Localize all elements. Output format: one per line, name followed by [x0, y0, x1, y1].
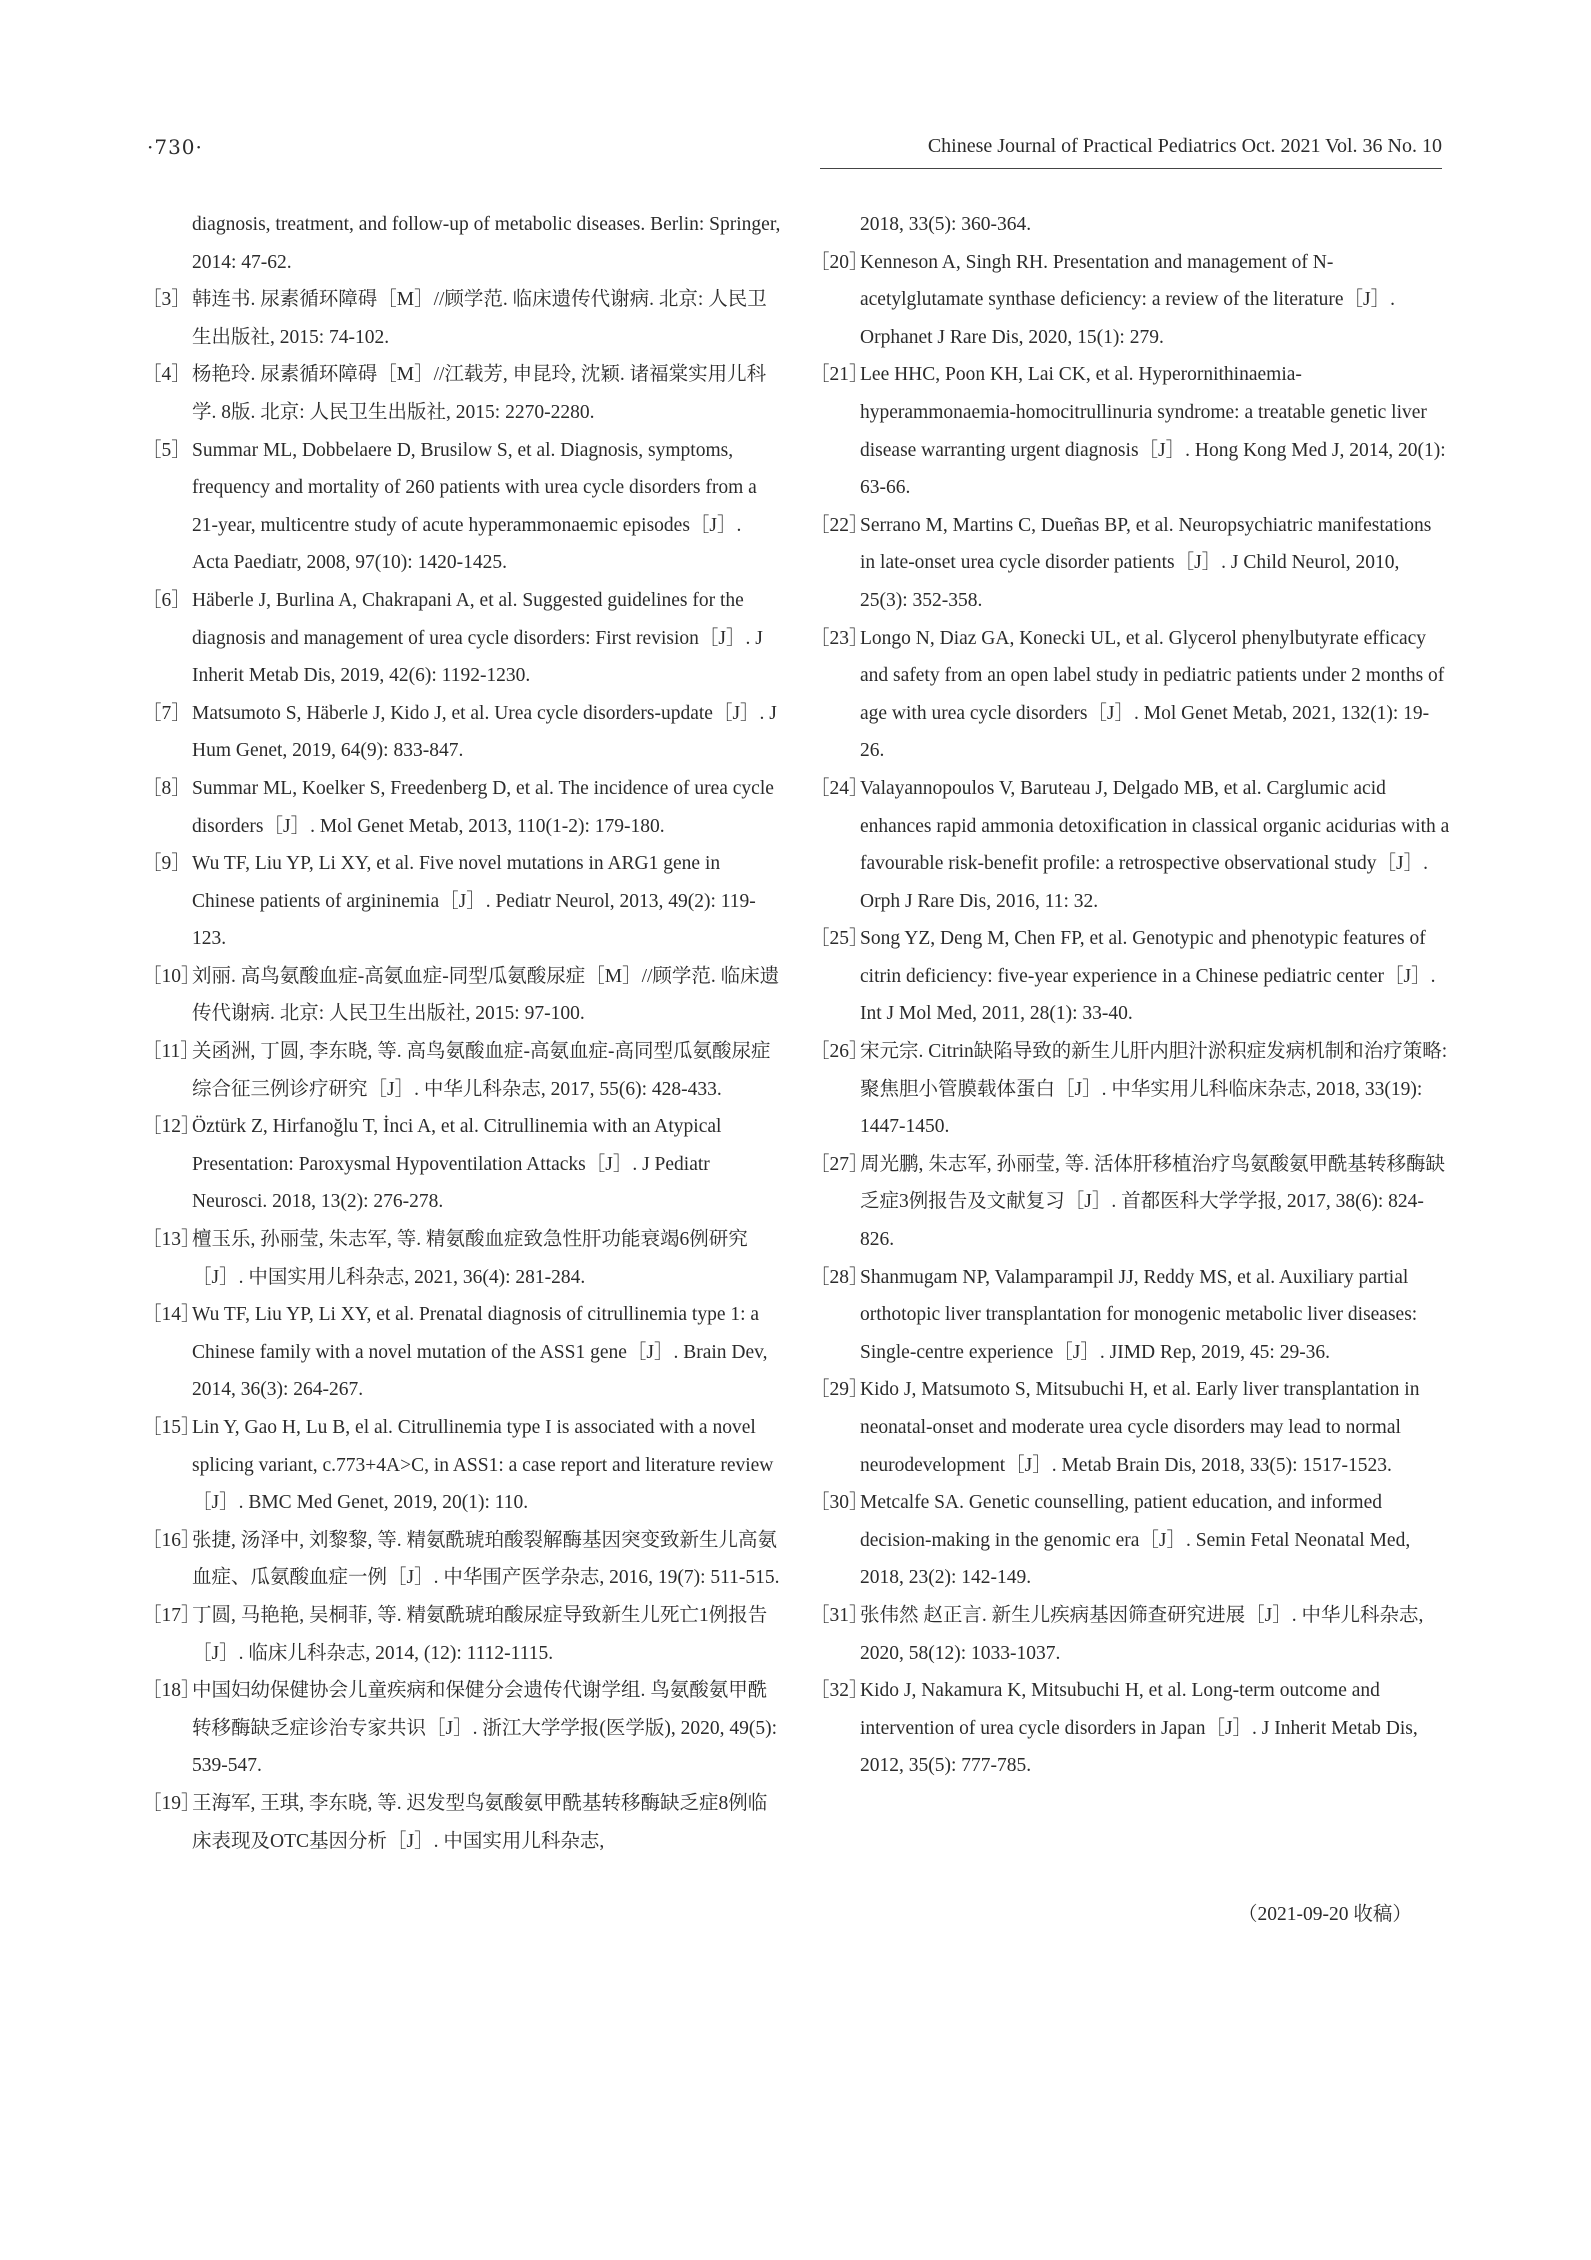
reference-item — [810, 770, 1450, 920]
reference-item — [142, 1409, 782, 1522]
reference-number: ［12］ — [142, 1116, 201, 1138]
reference-item — [142, 281, 782, 356]
reference-item — [810, 1259, 1450, 1372]
reference-number: ［21］ — [810, 364, 869, 386]
reference-text: Lin Y, Gao H, Lu B, el al. Citrullinemia type I is associated with a novel splicing variant, c.773+4A>C, in ASS1: a case report and literature review［J］. BMC Med Genet, 2019, 20(1): 110. — [192, 1417, 774, 1514]
reference-number: ［32］ — [810, 1680, 869, 1702]
reference-item — [142, 1522, 782, 1597]
reference-text: Häberle J, Burlina A, Chakrapani A, et al. Suggested guidelines for the diagnosis and management of urea cycle disorders: First revision［J］. J Inherit Metab Dis, 2019, 42(6): 1192-1230. — [192, 589, 763, 687]
reference-text: Wu TF, Liu YP, Li XY, et al. Prenatal diagnosis of citrullinemia type 1: a Chinese family with a novel mutation of the ASS1 gene［J］. Brain Dev, 2014, 36(3): 264-267. — [192, 1304, 768, 1401]
reference-number: ［24］ — [810, 777, 869, 799]
reference-number: ［20］ — [810, 251, 869, 273]
reference-item — [810, 1597, 1450, 1672]
reference-number: ［18］ — [142, 1680, 201, 1702]
reference-text: 周光鹏, 朱志军, 孙丽莹, 等. 活体肝移植治疗鸟氨酸氨甲酰基转移酶缺乏症3例报告及文献复习［J］. 首都医科大学学报, 2017, 38(6): 824-826. — [860, 1153, 1446, 1251]
reference-number: ［17］ — [142, 1604, 201, 1626]
journal-running-title: Chinese Journal of Practical Pediatrics Oct. 2021 Vol. 36 No. 10 — [927, 135, 1442, 157]
reference-text: 杨艳玲. 尿素循环障碍［M］//江载芳, 申昆玲, 沈颖. 诸福棠实用儿科学. 8版. 北京: 人民卫生出版社, 2015: 2270-2280. — [192, 364, 767, 423]
reference-item — [142, 1785, 782, 1860]
reference-list-right — [810, 206, 1450, 1785]
reference-number: ［27］ — [810, 1153, 869, 1175]
reference-text: Longo N, Diaz GA, Konecki UL, et al. Glycerol phenylbutyrate efficacy and safety from an open label study in pediatric patients under 2 months of age with urea cycle disorders［J］. Mol Genet Metab, 2021, 132(1): 19-26. — [860, 627, 1445, 762]
reference-item — [810, 206, 1450, 244]
reference-list-left — [142, 206, 782, 1860]
reference-item — [142, 1221, 782, 1296]
reference-number: ［14］ — [142, 1304, 201, 1326]
reference-item — [142, 432, 782, 582]
reference-item — [142, 1108, 782, 1221]
reference-item — [810, 356, 1450, 506]
reference-number: ［10］ — [142, 965, 201, 987]
reference-text: Valayannopoulos V, Baruteau J, Delgado MB, et al. Carglumic acid enhances rapid ammonia detoxification in classical organic acidurias with a favourable risk-benefit profile: a retrospective observational study［J］. Orph J Rare Dis, 2016, 11: 32. — [860, 777, 1450, 912]
received-date: （2021-09-20 收稿） — [1238, 1904, 1412, 1925]
reference-text: 刘丽. 高鸟氨酸血症-高氨血症-同型瓜氨酸尿症［M］//顾学范. 临床遗传代谢病. 北京: 人民卫生出版社, 2015: 97-100. — [192, 965, 780, 1025]
reference-text: 张捷, 汤泽中, 刘黎黎, 等. 精氨酰琥珀酸裂解酶基因突变致新生儿高氨血症、瓜氨酸血症一例［J］. 中华围产医学杂志, 2016, 19(7): 511-515. — [192, 1529, 780, 1589]
reference-number: ［22］ — [810, 514, 869, 536]
reference-number: ［3］ — [142, 289, 191, 311]
page-header — [147, 135, 1442, 169]
reference-text: Shanmugam NP, Valamparampil JJ, Reddy MS, et al. Auxiliary partial orthotopic liver transplantation for monogenic metabolic liver diseases: Single-centre experience［J］. JIMD Rep, 2019, 45: 29-36. — [860, 1266, 1418, 1363]
reference-text: Kido J, Nakamura K, Mitsubuchi H, et al. Long-term outcome and intervention of urea cycle disorders in Japan［J］. J Inherit Metab Dis, 2012, 35(5): 777-785. — [860, 1680, 1418, 1777]
reference-text: Serrano M, Martins C, Dueñas BP, et al. Neuropsychiatric manifestations in late-onset urea cycle disorder patients［J］. J Child Neurol, 2010, 25(3): 352-358. — [860, 514, 1432, 611]
reference-number: ［15］ — [142, 1417, 201, 1438]
reference-text: Summar ML, Koelker S, Freedenberg D, et al. The incidence of urea cycle disorders［J］. Mol Genet Metab, 2013, 110(1-2): 179-180. — [192, 777, 774, 837]
reference-item — [142, 958, 782, 1033]
reference-number: ［6］ — [142, 589, 191, 611]
reference-text: Kido J, Matsumoto S, Mitsubuchi H, et al. Early liver transplantation in neonatal-onset and moderate urea cycle disorders may lead to normal neurodevelopment［J］. Metab Brain Dis, 2018, 33(5): 1517-1523. — [860, 1379, 1420, 1476]
reference-number: ［30］ — [810, 1492, 869, 1514]
reference-item — [142, 770, 782, 845]
reference-text: Song YZ, Deng M, Chen FP, et al. Genotypic and phenotypic features of citrin deficiency: five-year experience in a Chinese pediatric center［J］. Int J Mol Med, 2011, 28(1): 33-40. — [860, 928, 1436, 1025]
reference-number: ［26］ — [810, 1041, 869, 1063]
reference-number: ［9］ — [142, 853, 191, 875]
reference-text: Wu TF, Liu YP, Li XY, et al. Five novel mutations in ARG1 gene in Chinese patients of argininemia［J］. Pediatr Neurol, 2013, 49(2): 119-123. — [192, 853, 756, 950]
reference-text: Lee HHC, Poon KH, Lai CK, et al. Hyperornithinaemia-hyperammonaemia-homocitrullinuria syndrome: a treatable genetic liver disease warranting urgent diagnosis［J］. Hong Kong Med J, 2014, 20(1): 63-66. — [860, 364, 1446, 499]
reference-number: ［7］ — [142, 702, 191, 724]
reference-item — [810, 920, 1450, 1033]
reference-number: ［11］ — [142, 1041, 200, 1063]
reference-text: diagnosis, treatment, and follow-up of metabolic diseases. Berlin: Springer, 2014: 47-62. — [192, 214, 781, 273]
page-number: ·730· — [147, 135, 203, 159]
reference-item — [810, 507, 1450, 620]
reference-text: 韩连书. 尿素循环障碍［M］//顾学范. 临床遗传代谢病. 北京: 人民卫生出版社, 2015: 74-102. — [192, 289, 767, 348]
reference-number: ［28］ — [810, 1266, 869, 1288]
reference-number: ［8］ — [142, 777, 191, 799]
reference-item — [142, 1597, 782, 1672]
reference-number: ［4］ — [142, 364, 191, 386]
reference-text: Matsumoto S, Häberle J, Kido J, et al. Urea cycle disorders-update［J］. J Hum Genet, 2019, 64(9): 833-847. — [192, 702, 777, 762]
reference-item — [142, 582, 782, 695]
reference-item — [810, 620, 1450, 770]
reference-number: ［23］ — [810, 627, 869, 649]
reference-item — [142, 206, 782, 281]
reference-item — [142, 1296, 782, 1409]
reference-text: 王海军, 王琪, 李东晓, 等. 迟发型鸟氨酸氨甲酰基转移酶缺乏症8例临床表现及OTC基因分析［J］. 中国实用儿科杂志, — [192, 1792, 768, 1852]
reference-text: 丁圆, 马艳艳, 吴桐菲, 等. 精氨酰琥珀酸尿症导致新生儿死亡1例报告［J］. 临床儿科杂志, 2014, (12): 1112-1115. — [192, 1604, 768, 1664]
reference-item — [810, 1371, 1450, 1484]
reference-text: 2018, 33(5): 360-364. — [860, 214, 1032, 235]
reference-number: ［29］ — [810, 1379, 869, 1401]
reference-text: Metcalfe SA. Genetic counselling, patient education, and informed decision-making in the genomic era［J］. Semin Fetal Neonatal Med, 2018, 23(2): 142-149. — [860, 1492, 1411, 1589]
reference-text: Öztürk Z, Hirfanoğlu T, İnci A, et al. Citrullinemia with an Atypical Presentation: Paroxysmal Hypoventilation Attacks［J］. J Pediatr Neurosci. 2018, 13(2): 276-278. — [192, 1116, 722, 1213]
reference-item — [142, 1672, 782, 1785]
reference-text: Summar ML, Dobbelaere D, Brusilow S, et al. Diagnosis, symptoms, frequency and mortality of 260 patients with urea cycle disorders from a 21-year, multicentre study of acute hyperammonaemic episodes［J］. Acta Paediatr, 2008, 97(10): 1420-1425. — [192, 439, 757, 574]
reference-item — [810, 1672, 1450, 1785]
reference-number: ［31］ — [810, 1604, 869, 1626]
reference-text: 关函洲, 丁圆, 李东晓, 等. 高鸟氨酸血症-高氨血症-高同型瓜氨酸尿症综合征三例诊疗研究［J］. 中华儿科杂志, 2017, 55(6): 428-433. — [192, 1041, 771, 1100]
reference-text: 张伟然 赵正言. 新生儿疾病基因筛查研究进展［J］. 中华儿科杂志, 2020, 58(12): 1033-1037. — [860, 1604, 1424, 1664]
reference-number: ［13］ — [142, 1229, 201, 1251]
reference-item — [810, 244, 1450, 357]
reference-item — [142, 1033, 782, 1108]
reference-item — [142, 356, 782, 431]
reference-text: 檀玉乐, 孙丽莹, 朱志军, 等. 精氨酸血症致急性肝功能衰竭6例研究［J］. 中国实用儿科杂志, 2021, 36(4): 281-284. — [192, 1229, 748, 1288]
reference-number: ［16］ — [142, 1529, 201, 1551]
reference-item — [142, 695, 782, 770]
reference-number: ［19］ — [142, 1792, 201, 1814]
reference-number: ［25］ — [810, 928, 869, 950]
reference-item — [142, 845, 782, 958]
reference-item — [810, 1033, 1450, 1146]
reference-text: 中国妇幼保健协会儿童疾病和保健分会遗传代谢学组. 鸟氨酸氨甲酰转移酶缺乏症诊治专家共识［J］. 浙江大学学报(医学版), 2020, 49(5): 539-547. — [192, 1680, 777, 1777]
reference-text: 宋元宗. Citrin缺陷导致的新生儿肝内胆汁淤积症发病机制和治疗策略: 聚焦胆小管膜载体蛋白［J］. 中华实用儿科临床杂志, 2018, 33(19): 1447-1450. — [860, 1041, 1448, 1138]
header-rule — [820, 168, 1442, 169]
reference-text: Kenneson A, Singh RH. Presentation and management of N-acetylglutamate synthase deficiency: a review of the literature［J］. Orphanet J Rare Dis, 2020, 15(1): 279. — [860, 251, 1395, 348]
reference-item — [810, 1484, 1450, 1597]
reference-item — [810, 1146, 1450, 1259]
reference-number: ［5］ — [142, 439, 191, 461]
